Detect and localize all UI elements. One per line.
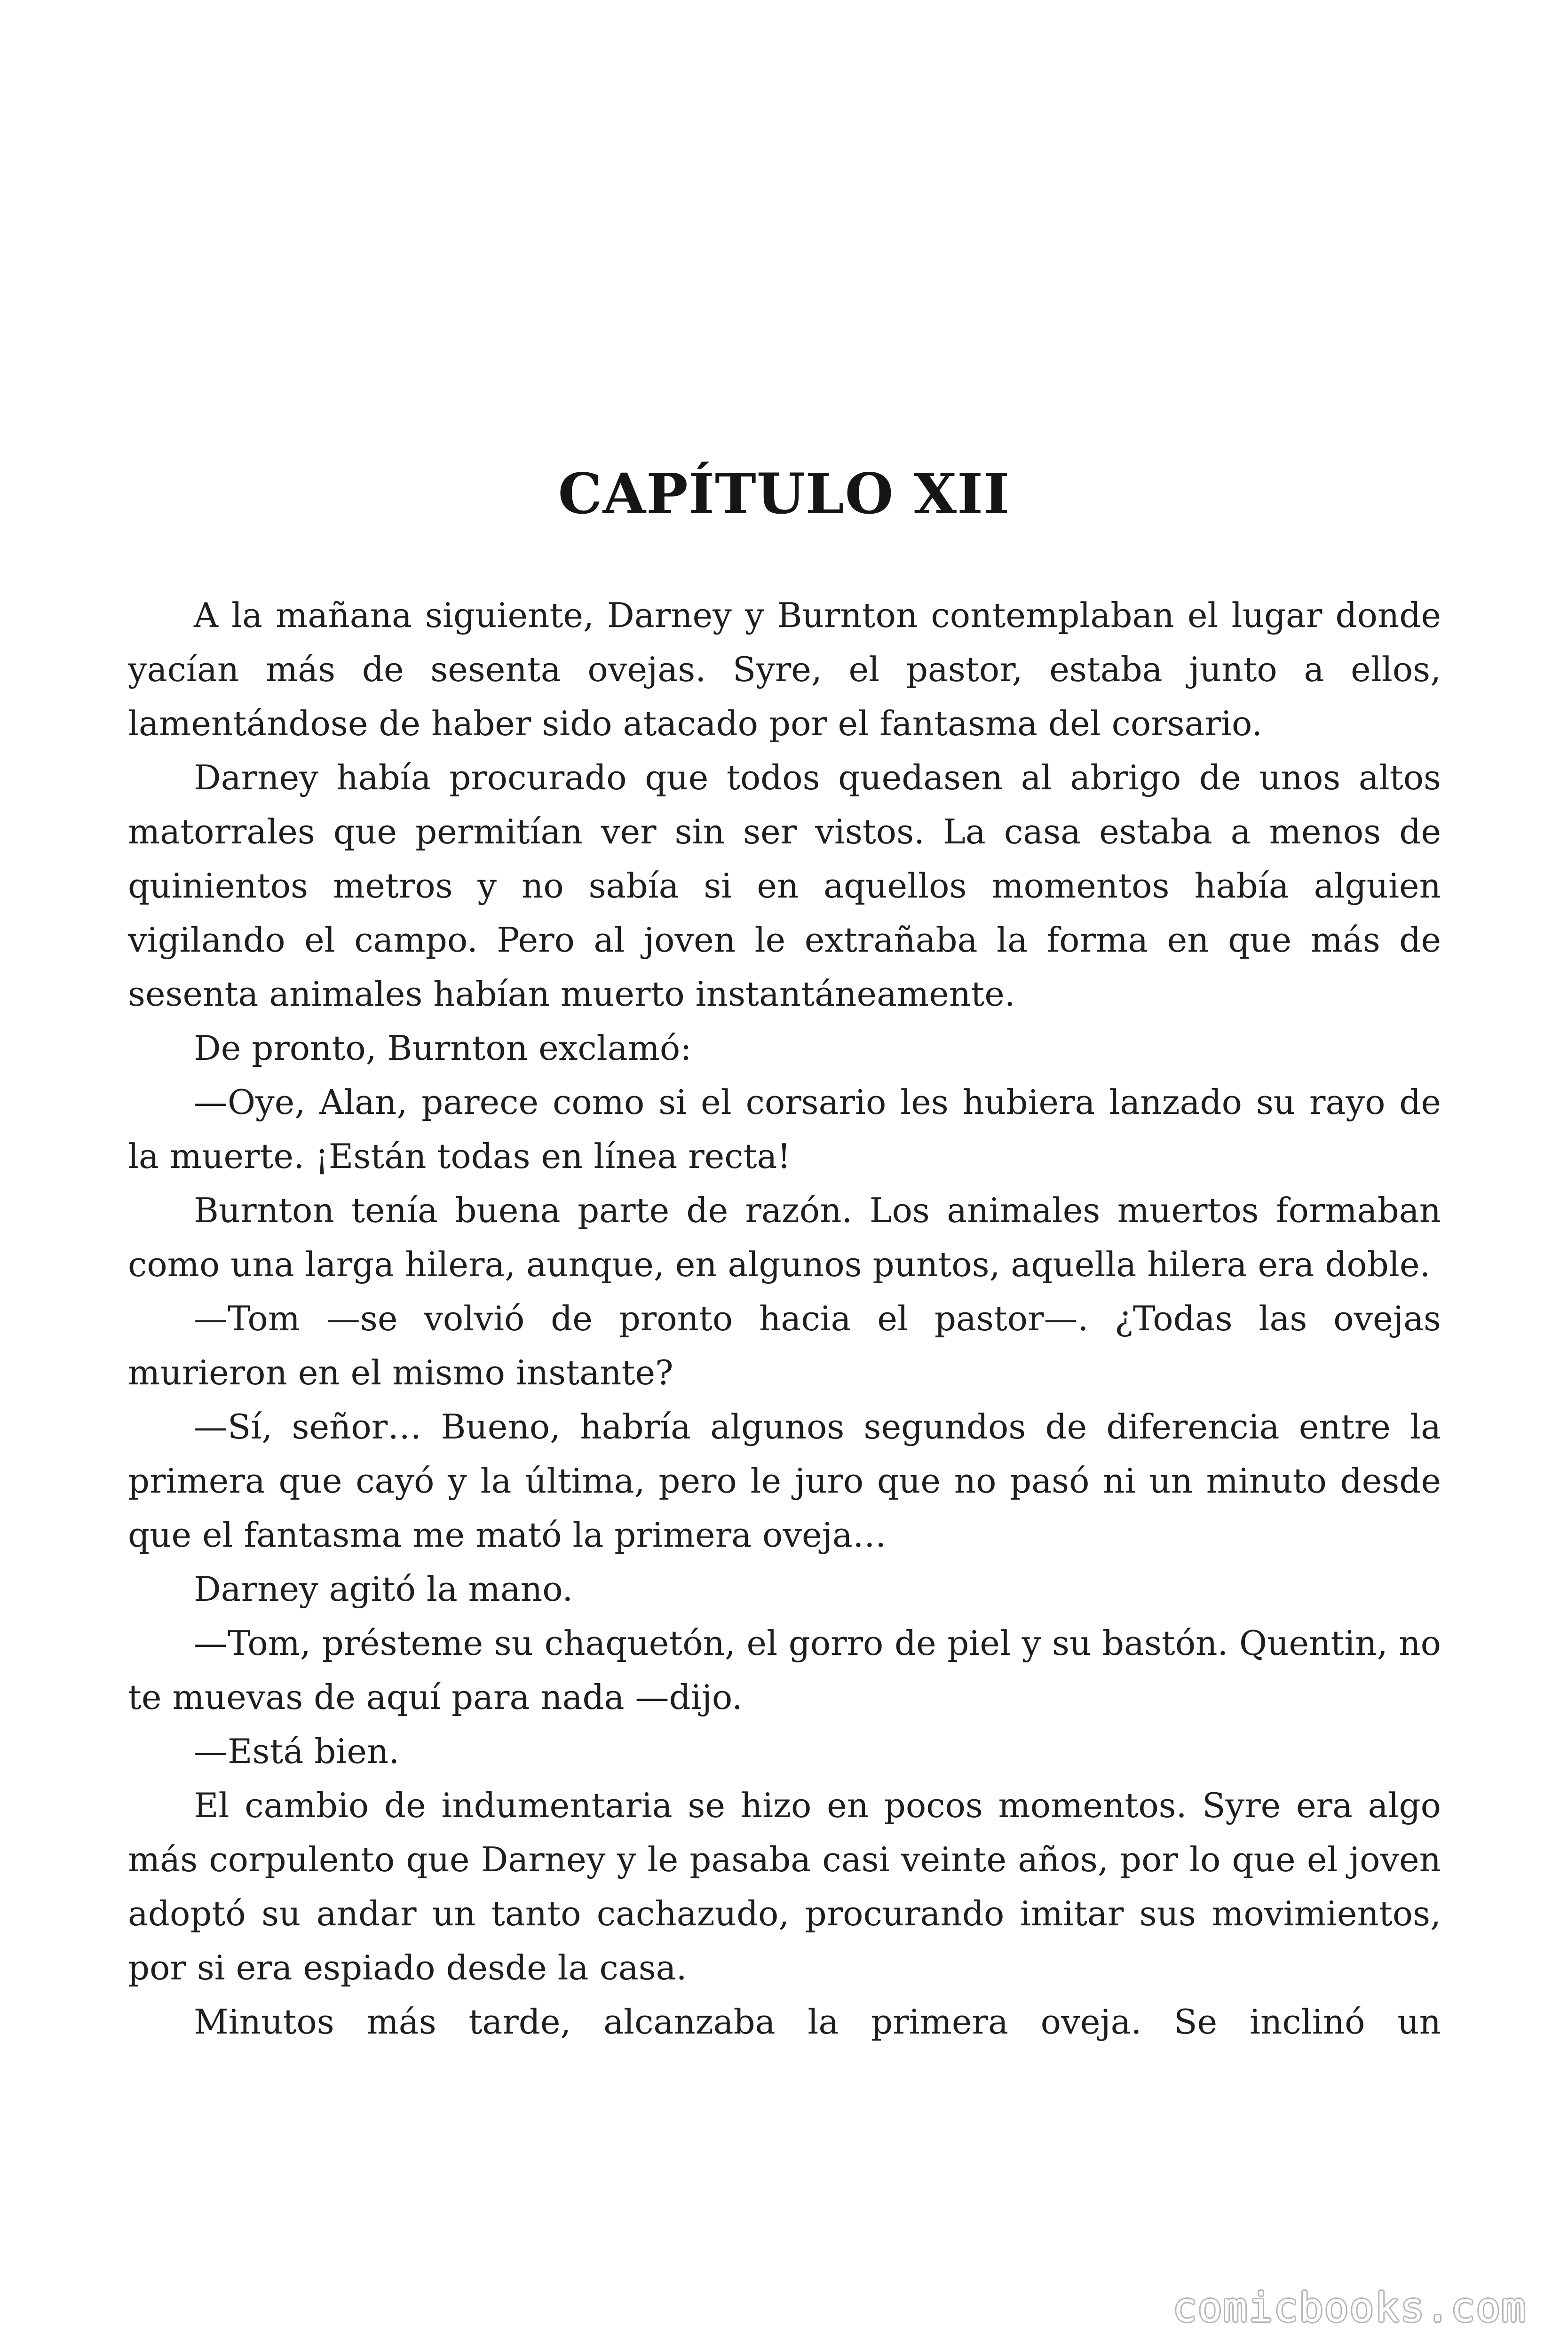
paragraph: Darney agitó la mano. — [194, 1569, 573, 1609]
chapter-body — [128, 588, 1441, 2049]
paragraph: —Oye, Alan, parece como si el corsario les hubiera lanzado su rayo de la muerte. ¡Están todas en línea recta! — [128, 1082, 1441, 1176]
paragraph: Burnton tenía buena parte de razón. Los animales muertos formaban como una larga hilera, aunque, en algunos puntos, aquella hilera era doble. — [128, 1191, 1441, 1284]
chapter-title: CAPÍTULO XII — [558, 461, 1010, 526]
paragraph: Minutos más tarde, alcanzaba la primera oveja. Se inclinó un — [194, 2002, 1441, 2042]
paragraph: —Tom —se volvió de pronto hacia el pastor—. ¿Todas las ovejas murieron en el mismo instante? — [128, 1299, 1441, 1392]
paragraph: De pronto, Burnton exclamó: — [194, 1028, 692, 1068]
paragraph: —Está bien. — [194, 1732, 400, 1771]
paragraph: —Sí, señor… Bueno, habría algunos segundos de diferencia entre la primera que cayó y la última, pero le juro que no pasó ni un minuto desde que el fantasma me mató la primera oveja… — [128, 1407, 1441, 1555]
paragraph: —Tom, présteme su chaquetón, el gorro de piel y su bastón. Quentin, no te muevas de aquí para nada —dijo. — [128, 1623, 1441, 1717]
watermark: comicbooks.com — [1172, 2284, 1527, 2331]
paragraph: El cambio de indumentaria se hizo en pocos momentos. Syre era algo más corpulento que Darney y le pasaba casi veinte años, por lo que el joven adoptó su andar un tanto cachazudo, procurando imitar sus movimientos, por si era espiado desde la casa. — [128, 1786, 1441, 1987]
paragraph: Darney había procurado que todos quedasen al abrigo de unos altos matorrales que permitían ver sin ser vistos. La casa estaba a menos de quinientos metros y no sabía si en aquellos momentos había alguien vigilando el campo. Pero al joven le extrañaba la forma en que más de sesenta animales habían muerto instantáneamente. — [128, 758, 1441, 1014]
paragraph: A la mañana siguiente, Darney y Burnton contemplaban el lugar donde yacían más de sesenta ovejas. Syre, el pastor, estaba junto a ellos, lamentándose de haber sido atacado por el fantasma del corsario. — [128, 596, 1441, 743]
